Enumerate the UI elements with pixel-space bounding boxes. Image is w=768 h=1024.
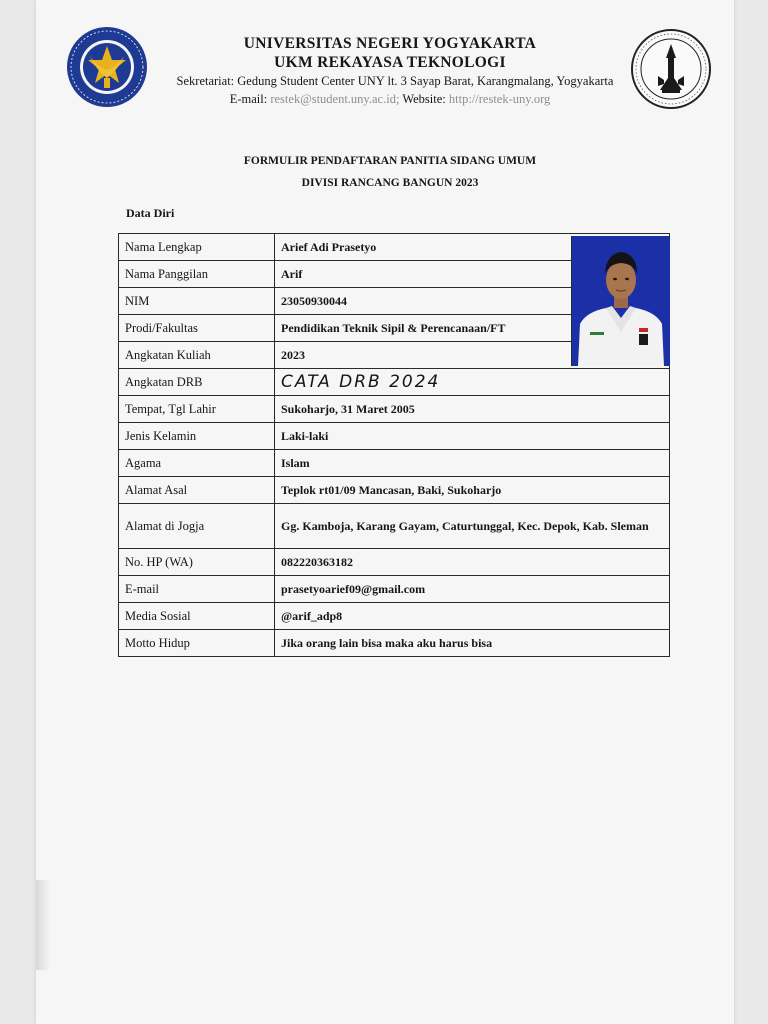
website-label: Website: — [402, 92, 446, 106]
table-row — [119, 396, 670, 423]
row-label: Angkatan Kuliah — [119, 342, 275, 369]
form-title-line2: DIVISI RANCANG BANGUN 2023 — [301, 177, 479, 189]
applicant-photo — [571, 236, 670, 366]
row-value: Gg. Kamboja, Karang Gayam, Caturtunggal, Kec. Depok, Kab. Sleman — [275, 504, 670, 549]
row-value: @arif_adp8 — [275, 603, 670, 630]
row-value: Arief Adi Prasetyo — [275, 234, 670, 261]
university-name: UNIVERSITAS NEGERI YOGYAKARTA — [243, 35, 537, 52]
table-row — [119, 423, 670, 450]
contact-line — [140, 90, 640, 108]
row-label: Agama — [119, 450, 275, 477]
table-row — [119, 369, 670, 396]
row-value: Laki-laki — [275, 423, 670, 450]
unit-name: UKM REKAYASA TEKNOLOGI — [274, 54, 506, 71]
letterhead — [140, 34, 640, 108]
row-value: prasetyoarief09@gmail.com — [275, 576, 670, 603]
row-label: Tempat, Tgl Lahir — [119, 396, 275, 423]
uny-emblem-icon — [66, 26, 148, 108]
table-row — [119, 450, 670, 477]
row-value: Teplok rt01/09 Mancasan, Baki, Sukoharjo — [275, 477, 670, 504]
row-value: Sukoharjo, 31 Maret 2005 — [275, 396, 670, 423]
table-row — [119, 603, 670, 630]
row-label: Alamat Asal — [119, 477, 275, 504]
row-label: Jenis Kelamin — [119, 423, 275, 450]
email-value: restek@student.uny.ac.id; — [270, 92, 400, 106]
table-row — [119, 504, 670, 549]
row-label: Angkatan DRB — [119, 369, 275, 396]
row-label: No. HP (WA) — [119, 549, 275, 576]
row-value: Pendidikan Teknik Sipil & Perencanaan/FT — [275, 315, 670, 342]
website-value: http://restek-uny.org — [448, 92, 551, 106]
table-row — [119, 549, 670, 576]
row-label: E-mail — [119, 576, 275, 603]
form-title-line1: FORMULIR PENDAFTARAN PANITIA SIDANG UMUM — [243, 155, 537, 167]
row-label: Media Sosial — [119, 603, 275, 630]
table-row — [119, 576, 670, 603]
row-label: Prodi/Fakultas — [119, 315, 275, 342]
row-value: Arif — [275, 261, 670, 288]
row-label: NIM — [119, 288, 275, 315]
row-value: 23050930044 — [275, 288, 670, 315]
table-row — [119, 477, 670, 504]
row-label: Nama Panggilan — [119, 261, 275, 288]
handwritten-value: CATA DRB 2024 — [275, 369, 670, 396]
section-label: Data Diri — [126, 206, 175, 220]
row-value: 082220363182 — [275, 549, 670, 576]
email-label: E-mail: — [229, 92, 268, 106]
table-row — [119, 630, 670, 657]
row-label: Motto Hidup — [119, 630, 275, 657]
rekayasa-teknologi-emblem-icon — [630, 28, 712, 110]
row-value: 2023 — [275, 342, 670, 369]
row-value: Jika orang lain bisa maka aku harus bisa — [275, 630, 670, 657]
row-label: Alamat di Jogja — [119, 504, 275, 549]
form-title — [120, 150, 660, 194]
secretariat-address: Sekretariat: Gedung Student Center UNY lt. 3 Sayap Barat, Karangmalang, Yogyakarta — [176, 74, 614, 88]
row-label: Nama Lengkap — [119, 234, 275, 261]
row-value: Islam — [275, 450, 670, 477]
scan-shadow — [36, 880, 50, 970]
